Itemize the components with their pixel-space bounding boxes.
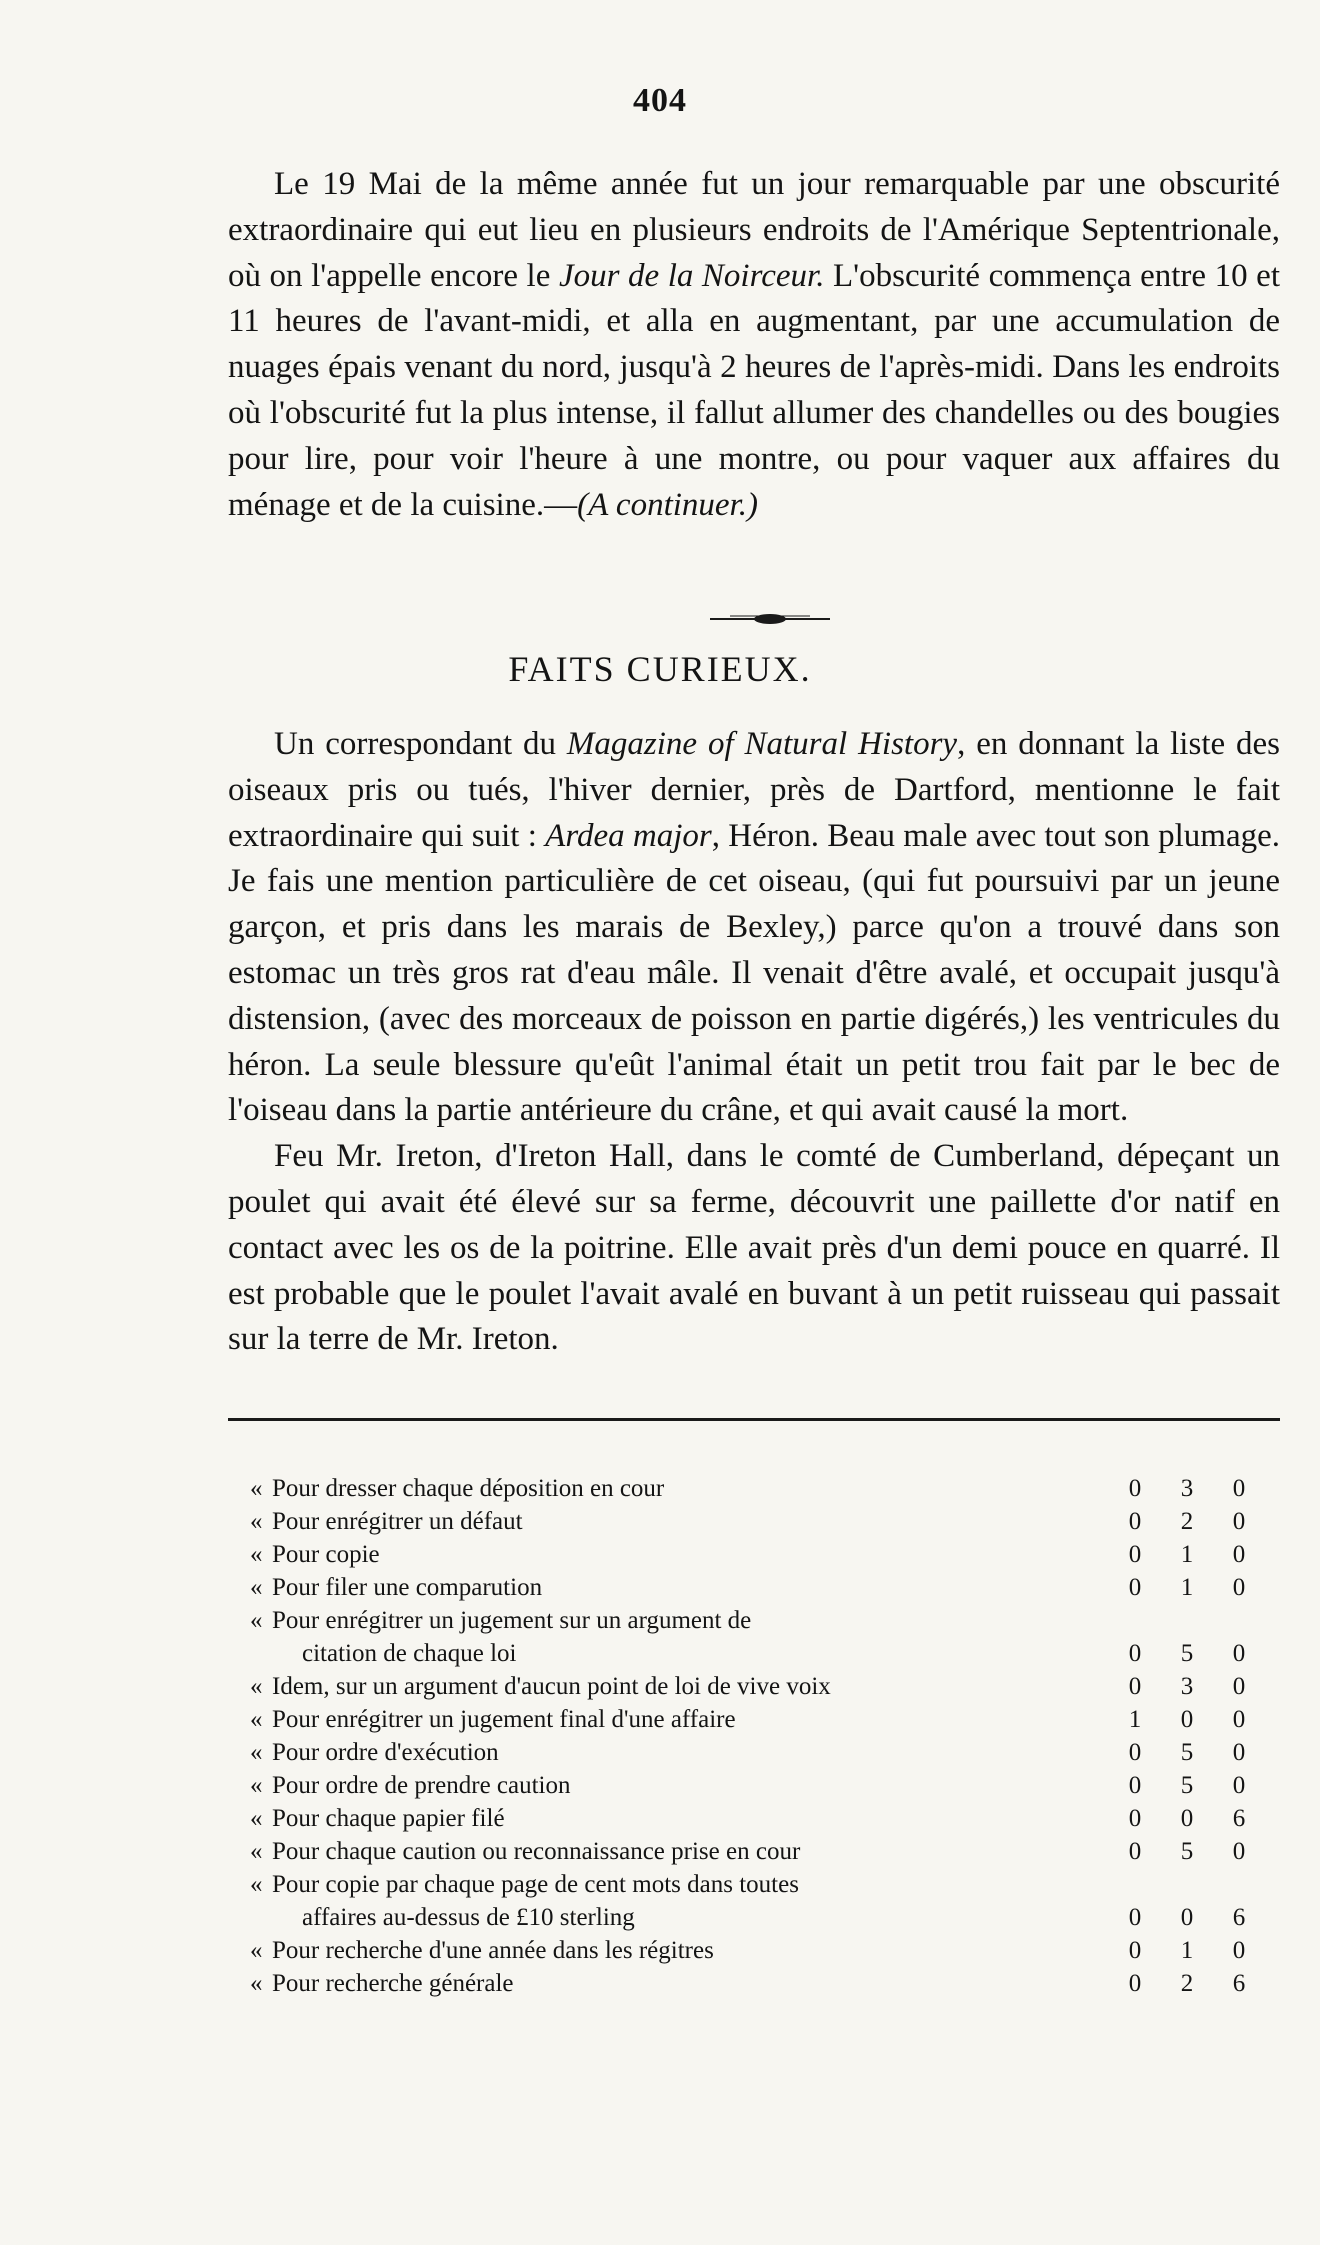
fee-row [250, 1802, 1260, 1835]
fee-label [272, 1505, 1110, 1538]
fee-amount [1120, 1835, 1260, 1868]
fee-amount [1120, 1538, 1260, 1571]
fee-shillings: 5 [1180, 1739, 1194, 1766]
fee-label-line: Pour chaque papier filé [272, 1805, 505, 1832]
fee-label [272, 1736, 1110, 1769]
quote-mark: « [250, 1970, 263, 1997]
text-run: L'obscurité commença entre 10 et 11 heures de l'avant-midi, et alla en augmentant, par une accumulation de nuages épais venant du nord, jusqu'à 2 heures de l'après-midi. Dans les endroits où l'obscurité fut la plus intense, il fallut allumer des chandelles ou des bougies pour lire, pour voir l'heure à une montre, ou pour vaquer aux affaires du ménage et de la cuisine.— [228, 257, 1280, 523]
fee-label-line: Pour copie par chaque page de cent mots dans toutes [272, 1871, 799, 1898]
fee-row [250, 1934, 1260, 1967]
italic-phrase: Jour de la Noirceur. [558, 257, 825, 294]
fee-shillings: 0 [1180, 1706, 1194, 1733]
fee-pounds: 0 [1128, 1937, 1142, 1964]
fee-label-line: Pour dresser chaque déposition en cour [272, 1475, 665, 1502]
fee-pence: 0 [1232, 1772, 1246, 1799]
quote-mark: « [250, 1739, 263, 1766]
fee-shillings: 0 [1180, 1904, 1194, 1931]
fee-pounds: 1 [1128, 1706, 1142, 1733]
fee-label-line: Pour chaque caution ou reconnaissance prise en cour [272, 1838, 801, 1865]
fee-pence: 0 [1232, 1838, 1246, 1865]
fee-amount [1120, 1670, 1260, 1703]
fee-amount [1120, 1967, 1260, 2000]
quote-mark: « [250, 1607, 263, 1634]
fee-label-line: Pour enrégitrer un jugement final d'une affaire [272, 1706, 736, 1733]
fee-row [250, 1769, 1260, 1802]
fee-shillings: 2 [1180, 1970, 1194, 1997]
fee-pounds: 0 [1128, 1541, 1142, 1568]
fee-row [250, 1835, 1260, 1868]
fee-label [272, 1769, 1110, 1802]
fee-row [250, 1472, 1260, 1505]
paragraph [228, 722, 1280, 1134]
fee-pounds: 0 [1128, 1475, 1142, 1502]
fee-amount [1120, 1505, 1260, 1538]
fee-pence: 0 [1232, 1574, 1246, 1601]
fee-pence: 0 [1232, 1640, 1246, 1667]
fee-label-continuation: citation de chaque loi [302, 1640, 517, 1667]
quote-mark: « [250, 1838, 263, 1865]
fee-amount [1120, 1769, 1260, 1802]
fee-row [250, 1736, 1260, 1769]
article-continuation [228, 162, 1280, 528]
horizontal-rule [228, 1418, 1280, 1421]
italic-phrase: Ardea major [545, 817, 712, 854]
fee-shillings: 3 [1180, 1475, 1194, 1502]
fee-pounds: 0 [1128, 1640, 1142, 1667]
quote-mark: « [250, 1508, 263, 1535]
text-run: , en donnant la liste des oiseaux pris ou tués, l'hiver dernier, près de Dartford, mentionne le fait extraordinaire qui suit : [228, 726, 1281, 854]
fee-row [250, 1505, 1260, 1538]
fee-pence: 0 [1232, 1673, 1246, 1700]
fee-label-line: Pour recherche générale [272, 1970, 514, 1997]
fee-pounds: 0 [1128, 1838, 1142, 1865]
quote-mark: « [250, 1937, 263, 1964]
fee-pence: 0 [1232, 1541, 1246, 1568]
quote-mark: « [250, 1475, 263, 1502]
fee-shillings: 0 [1180, 1805, 1194, 1832]
fee-label [272, 1472, 1110, 1505]
fee-row [250, 1571, 1260, 1604]
fee-pounds: 0 [1128, 1970, 1142, 1997]
fee-row [250, 1868, 1260, 1934]
quote-mark: « [250, 1706, 263, 1733]
fee-shillings: 1 [1180, 1541, 1194, 1568]
quote-mark: « [250, 1871, 263, 1898]
fee-pence: 0 [1232, 1739, 1246, 1766]
fee-amount [1120, 1934, 1260, 1967]
fee-label [272, 1967, 1110, 2000]
fee-row [250, 1703, 1260, 1736]
fee-shillings: 1 [1180, 1574, 1194, 1601]
fee-shillings: 5 [1180, 1772, 1194, 1799]
fee-label [272, 1538, 1110, 1571]
curious-facts-section [228, 722, 1280, 1363]
fee-amount [1120, 1736, 1260, 1769]
fee-label [272, 1934, 1110, 1967]
fee-amount [1120, 1703, 1260, 1736]
fee-label-line: Idem, sur un argument d'aucun point de loi de vive voix [272, 1673, 831, 1700]
fee-shillings: 1 [1180, 1937, 1194, 1964]
fee-label-line: Pour enrégitrer un défaut [272, 1508, 523, 1535]
fee-pounds: 0 [1128, 1739, 1142, 1766]
fee-label-line: Pour copie [272, 1541, 380, 1568]
fee-pounds: 0 [1128, 1673, 1142, 1700]
fee-label [272, 1868, 1110, 1934]
section-title: FAITS CURIEUX. [508, 649, 812, 689]
fee-amount [1120, 1472, 1260, 1505]
fee-pence: 0 [1232, 1706, 1246, 1733]
fee-amount [1120, 1901, 1260, 1934]
fee-amount [1120, 1637, 1260, 1670]
fee-pence: 0 [1232, 1937, 1246, 1964]
quote-mark: « [250, 1673, 263, 1700]
fee-pence: 6 [1232, 1904, 1246, 1931]
fee-pence: 6 [1232, 1805, 1246, 1832]
fee-row [250, 1604, 1260, 1670]
fee-shillings: 5 [1180, 1838, 1194, 1865]
italic-phrase: Magazine of Natural History [566, 726, 958, 762]
fee-label-line: Pour ordre de prendre caution [272, 1772, 571, 1799]
fee-shillings: 5 [1180, 1640, 1194, 1667]
quote-mark: « [250, 1772, 263, 1799]
fee-label [272, 1604, 1110, 1670]
fee-row [250, 1538, 1260, 1571]
fee-label-line: Pour recherche d'une année dans les régitres [272, 1937, 714, 1964]
fee-label-line: Pour ordre d'exécution [272, 1739, 499, 1766]
fee-row [250, 1967, 1260, 2000]
fee-amount [1120, 1571, 1260, 1604]
fee-pence: 0 [1232, 1475, 1246, 1502]
ornamental-divider [710, 612, 830, 626]
fee-amount [1120, 1802, 1260, 1835]
page-number: 404 [633, 82, 687, 119]
fee-row [250, 1670, 1260, 1703]
fee-label [272, 1703, 1110, 1736]
fee-shillings: 3 [1180, 1673, 1194, 1700]
text-run: Le 19 Mai de la même année fut un jour remarquable par une obscurité extraordinaire qui eut lieu en plusieurs endroits de l'Amérique Septentrionale, où on l'appelle encore le [228, 166, 1280, 294]
quote-mark: « [250, 1574, 263, 1601]
paragraph: Feu Mr. Ireton, d'Ireton Hall, dans le comté de Cumberland, dépeçant un poulet qui avait été élevé sur sa ferme, découvrit une paillette d'or natif en contact avec les os de la poitrine. Elle avait près d'un demi pouce en quarré. Il est probable que le poulet l'avait avalé en buvant à un petit ruisseau qui passait sur la terre de Mr. Ireton. [228, 1138, 1280, 1358]
quote-mark: « [250, 1541, 263, 1568]
fee-pence: 6 [1232, 1970, 1246, 1997]
paragraph [228, 162, 1280, 528]
fee-label [272, 1835, 1110, 1868]
fee-pounds: 0 [1128, 1772, 1142, 1799]
fee-label-line: Pour enrégitrer un jugement sur un argument de [272, 1607, 752, 1634]
fee-label [272, 1670, 1110, 1703]
fee-label-line: Pour filer une comparution [272, 1574, 543, 1601]
text-run: , Héron. Beau male avec tout son plumage. Je fais une mention particulière de cet oiseau, (qui fut poursuivi par un jeune garçon, et pris dans les marais de Bexley,) parce qu'on a trouvé dans son estomac un très gros rat d'eau mâle. Il venait d'être avalé, et occupait jusqu'à distension, (avec des morceaux de poisson en partie digérés,) les ventricules du héron. La seule blessure qu'eût l'animal était un petit trou fait par le bec de l'oiseau dans la partie antérieure du crâne, et qui avait causé la mort. [228, 817, 1281, 1129]
fee-pounds: 0 [1128, 1574, 1142, 1601]
fee-list [250, 1472, 1260, 2000]
fee-label-continuation: affaires au-dessus de £10 sterling [302, 1904, 635, 1931]
fee-pounds: 0 [1128, 1805, 1142, 1832]
fee-label [272, 1571, 1110, 1604]
quote-mark: « [250, 1805, 263, 1832]
to-be-continued-note: (A continuer.) [577, 486, 758, 523]
text-run: Un correspondant du [274, 726, 567, 762]
fee-label [272, 1802, 1110, 1835]
fee-pence: 0 [1232, 1508, 1246, 1535]
fee-pounds: 0 [1128, 1508, 1142, 1535]
fee-shillings: 2 [1180, 1508, 1194, 1535]
fee-pounds: 0 [1128, 1904, 1142, 1931]
